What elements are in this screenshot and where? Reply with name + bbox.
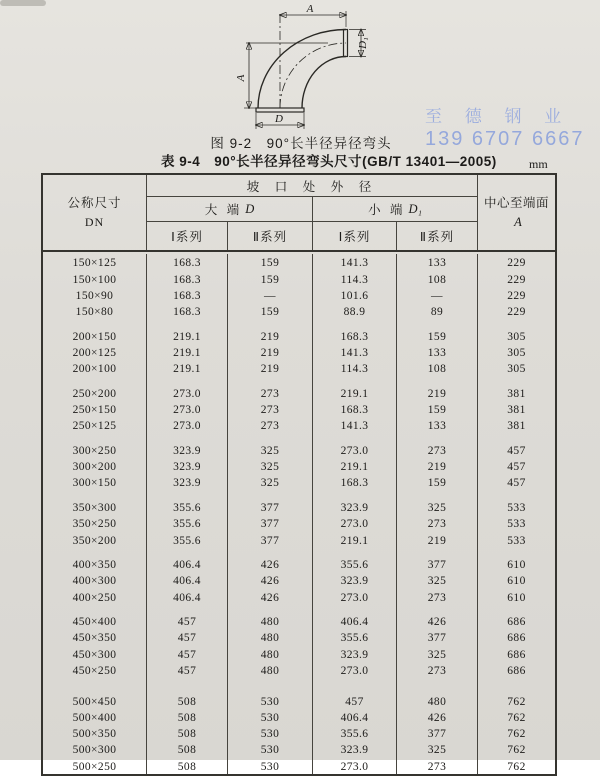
figure-caption: 图 9-2 90°长半径异径弯头 — [210, 136, 392, 151]
header-dn-line1: 公称尺寸 — [67, 196, 122, 211]
row-dn-cell: 400×350 — [43, 548, 147, 573]
row-value-cell: 141.3 — [313, 417, 397, 433]
row-value-cell: 273.0 — [313, 515, 397, 531]
row-dn-cell: 300×150 — [43, 474, 147, 490]
scan-artifact-smudge — [0, 0, 46, 6]
row-value-cell: 762 — [507, 744, 526, 757]
row-value-cell: 457 — [147, 605, 228, 630]
row-value-cell: 273.0 — [313, 433, 397, 458]
header-big-end-cn: 大 端 — [204, 203, 243, 217]
row-value-cell: 406.4 — [313, 605, 397, 630]
row-value-cell: 323.9 — [313, 741, 397, 757]
table-title: 表 9-4 90°长半径异径弯头尺寸(GB/T 13401—2005) — [161, 154, 497, 169]
row-value-cell: 355.6 — [313, 725, 397, 741]
row-value-cell: 273.0 — [147, 401, 228, 417]
elbow-outer-wall — [258, 30, 346, 109]
row-value-cell: 762 — [507, 760, 526, 773]
row-dn-cell: 200×125 — [43, 344, 147, 360]
row-dn-cell: 500×250 — [43, 757, 147, 773]
row-value-cell: 159 — [228, 254, 313, 270]
row-value-cell: 686 — [507, 632, 526, 645]
row-value-cell: 141.3 — [313, 254, 397, 270]
row-value-cell: 457 — [507, 444, 526, 457]
row-value-cell: 530 — [228, 678, 313, 709]
row-dn-cell: 200×150 — [43, 319, 147, 344]
header-center-to-end-cn: 中心至端面 — [483, 196, 549, 211]
dim-label-d1: D₁ — [357, 37, 369, 49]
row-value-cell: 229 — [507, 257, 526, 270]
row-value-cell: 355.6 — [313, 629, 397, 645]
row-value-cell: 219 — [228, 360, 313, 376]
row-value-cell: 686 — [507, 616, 526, 629]
row-value-cell: 457 — [313, 678, 397, 709]
row-value-cell: 273.0 — [147, 376, 228, 401]
row-value-cell: 355.6 — [147, 531, 228, 547]
row-value-cell: 377 — [397, 629, 478, 645]
row-dn-cell: 450×400 — [43, 605, 147, 630]
header-small-end-cn: 小 端 — [368, 203, 406, 217]
row-value-cell: 381 — [507, 404, 526, 417]
row-value-cell: 219 — [228, 344, 313, 360]
header-series1-big: Ⅰ系列 — [147, 222, 228, 250]
row-value-cell: 219.1 — [147, 360, 228, 376]
row-value-cell: 219.1 — [147, 319, 228, 344]
row-dn-cell: 350×200 — [43, 531, 147, 547]
row-value-cell: 273 — [228, 417, 313, 433]
row-value-cell: 480 — [228, 605, 313, 630]
row-value-cell: 273.0 — [313, 662, 397, 678]
row-value-cell: 168.3 — [147, 303, 228, 319]
row-value-cell: 426 — [228, 548, 313, 573]
watermark-phone: 139 6707 6667 — [425, 128, 585, 151]
table-header — [43, 175, 555, 252]
row-value-cell: 229 — [507, 273, 526, 286]
row-value-cell: 377 — [397, 725, 478, 741]
row-dn-cell: 300×250 — [43, 433, 147, 458]
row-value-cell: 508 — [147, 709, 228, 725]
elbow-large-end-flange — [256, 108, 304, 112]
row-dn-cell: 500×300 — [43, 741, 147, 757]
row-value-cell: 323.9 — [147, 458, 228, 474]
row-value-cell: 133 — [397, 344, 478, 360]
row-value-cell: 530 — [228, 709, 313, 725]
row-value-cell: 377 — [228, 531, 313, 547]
row-value-cell: 273.0 — [313, 757, 397, 773]
row-value-cell: 377 — [228, 515, 313, 531]
header-outside-diameter: 坡 口 处 外 径 — [147, 175, 478, 197]
row-value-cell: 533 — [507, 501, 526, 514]
row-value-cell: 88.9 — [313, 303, 397, 319]
row-value-cell: 325 — [397, 490, 478, 515]
row-value-cell: 457 — [147, 662, 228, 678]
row-value-cell: 381 — [507, 420, 526, 433]
row-value-cell: 530 — [228, 725, 313, 741]
row-value-cell: 457 — [507, 477, 526, 490]
row-dn-cell: 350×300 — [43, 490, 147, 515]
row-value-cell: 377 — [228, 490, 313, 515]
row-dn-cell: 400×300 — [43, 572, 147, 588]
elbow-centerline-arc — [280, 43, 346, 108]
row-value-cell: 159 — [228, 270, 313, 286]
row-value-cell: 530 — [228, 757, 313, 773]
row-value-cell: 426 — [397, 605, 478, 630]
row-value-cell: 168.3 — [147, 254, 228, 270]
row-value-cell: 273 — [397, 757, 478, 773]
row-value-cell: 530 — [228, 741, 313, 757]
row-value-cell: 325 — [397, 741, 478, 757]
row-value-cell: 686 — [507, 665, 526, 678]
dim-label-a-left: A — [235, 74, 247, 82]
row-value-cell: 406.4 — [147, 572, 228, 588]
row-value-cell: 762 — [507, 695, 526, 708]
row-value-cell: 480 — [228, 629, 313, 645]
row-value-cell: 323.9 — [313, 490, 397, 515]
header-small-end — [313, 197, 478, 222]
row-value-cell: 325 — [397, 645, 478, 661]
dim-label-d: D — [275, 113, 283, 125]
row-value-cell: 426 — [228, 588, 313, 604]
row-value-cell: 219.1 — [313, 458, 397, 474]
row-value-cell: 325 — [397, 572, 478, 588]
table-body — [43, 252, 555, 774]
row-value-cell: 406.4 — [147, 548, 228, 573]
row-value-cell: 406.4 — [313, 709, 397, 725]
row-value-cell: 168.3 — [313, 401, 397, 417]
elbow-figure — [213, 2, 408, 134]
row-dn-cell: 500×350 — [43, 725, 147, 741]
header-center-to-end — [478, 175, 555, 250]
row-value-cell: 508 — [147, 725, 228, 741]
row-value-cell: 101.6 — [313, 287, 397, 303]
row-value-cell: 219 — [228, 319, 313, 344]
row-value-cell: 108 — [397, 360, 478, 376]
row-dn-cell: 500×450 — [43, 678, 147, 709]
row-value-cell: 168.3 — [313, 319, 397, 344]
row-dn-cell: 350×250 — [43, 515, 147, 531]
row-dn-cell: 450×250 — [43, 662, 147, 678]
row-dn-cell: 150×125 — [43, 254, 147, 270]
header-dn-line2: DN — [84, 214, 105, 229]
row-value-cell: 762 — [507, 711, 526, 724]
row-value-cell: 273 — [397, 433, 478, 458]
header-small-end-symbol: D₁ — [408, 201, 422, 216]
row-value-cell: 325 — [228, 458, 313, 474]
row-dn-cell: 300×200 — [43, 458, 147, 474]
row-value-cell: 141.3 — [313, 344, 397, 360]
row-value-cell: 381 — [507, 387, 526, 400]
row-value-cell: 457 — [147, 645, 228, 661]
header-series2-big: Ⅱ系列 — [228, 222, 313, 250]
row-dn-cell: 450×350 — [43, 629, 147, 645]
row-dn-cell: 400×250 — [43, 588, 147, 604]
row-value-cell: 273.0 — [313, 588, 397, 604]
row-value-cell: 508 — [147, 678, 228, 709]
row-dn-cell: 250×150 — [43, 401, 147, 417]
row-value-cell: 159 — [228, 303, 313, 319]
row-value-cell: 323.9 — [147, 474, 228, 490]
row-value-cell: 480 — [397, 678, 478, 709]
row-value-cell: 377 — [397, 548, 478, 573]
row-dn-cell: 250×200 — [43, 376, 147, 401]
header-series2-small: Ⅱ系列 — [397, 222, 478, 250]
row-value-cell: 133 — [397, 417, 478, 433]
row-value-cell: 508 — [147, 757, 228, 773]
row-value-cell: 114.3 — [313, 360, 397, 376]
row-value-cell: 108 — [397, 270, 478, 286]
row-dn-cell: 500×400 — [43, 709, 147, 725]
row-value-cell: 426 — [397, 709, 478, 725]
row-value-cell: 168.3 — [147, 270, 228, 286]
row-dn-cell: 200×100 — [43, 360, 147, 376]
header-big-end — [147, 197, 313, 222]
row-value-cell: 273 — [397, 515, 478, 531]
row-value-cell: 114.3 — [313, 270, 397, 286]
row-value-cell: 325 — [228, 474, 313, 490]
unit-label: mm — [529, 157, 548, 171]
row-value-cell: 273 — [228, 401, 313, 417]
elbow-inner-wall — [302, 57, 346, 109]
header-dn — [43, 175, 147, 250]
watermark-company: 至 德 钢 业 — [425, 107, 571, 126]
row-value-cell: 305 — [507, 363, 526, 376]
row-value-cell: 406.4 — [147, 588, 228, 604]
dim-label-a-top: A — [306, 3, 314, 15]
row-value-cell: 610 — [507, 575, 526, 588]
row-value-cell: 533 — [507, 518, 526, 531]
row-dn-cell: 250×125 — [43, 417, 147, 433]
row-value-cell: 325 — [228, 433, 313, 458]
row-value-cell: 457 — [507, 461, 526, 474]
row-value-cell: 168.3 — [147, 287, 228, 303]
watermark — [425, 106, 585, 152]
row-value-cell: 323.9 — [313, 645, 397, 661]
header-center-to-end-symbol: A — [514, 214, 522, 229]
row-value-cell: 219 — [397, 531, 478, 547]
row-value-cell: 229 — [507, 306, 526, 319]
row-value-cell: 159 — [397, 474, 478, 490]
row-value-cell: — — [397, 287, 478, 303]
row-value-cell: 762 — [507, 728, 526, 741]
row-value-cell: 323.9 — [147, 433, 228, 458]
row-value-cell: 219 — [397, 376, 478, 401]
row-value-cell: 355.6 — [147, 490, 228, 515]
header-big-end-symbol: D — [245, 201, 255, 216]
row-value-cell: 480 — [228, 645, 313, 661]
dimension-table — [41, 173, 557, 776]
row-dn-cell: 450×300 — [43, 645, 147, 661]
row-value-cell: 305 — [507, 346, 526, 359]
row-value-cell: 480 — [228, 662, 313, 678]
row-dn-cell: 150×90 — [43, 287, 147, 303]
row-value-cell: — — [228, 287, 313, 303]
row-value-cell: 305 — [507, 330, 526, 343]
row-value-cell: 219.1 — [313, 376, 397, 401]
row-value-cell: 508 — [147, 741, 228, 757]
row-value-cell: 159 — [397, 319, 478, 344]
row-value-cell: 229 — [507, 289, 526, 302]
row-value-cell: 89 — [397, 303, 478, 319]
row-value-cell: 219.1 — [147, 344, 228, 360]
row-value-cell: 273 — [397, 588, 478, 604]
row-value-cell: 159 — [397, 401, 478, 417]
row-value-cell: 355.6 — [147, 515, 228, 531]
header-series1-small: Ⅰ系列 — [313, 222, 397, 250]
row-value-cell: 219.1 — [313, 531, 397, 547]
row-dn-cell: 150×100 — [43, 270, 147, 286]
row-value-cell: 610 — [507, 591, 526, 604]
row-value-cell: 457 — [147, 629, 228, 645]
row-value-cell: 133 — [397, 254, 478, 270]
row-value-cell: 610 — [507, 559, 526, 572]
row-value-cell: 168.3 — [313, 474, 397, 490]
row-value-cell: 533 — [507, 534, 526, 547]
row-value-cell: 273 — [228, 376, 313, 401]
row-value-cell: 426 — [228, 572, 313, 588]
elbow-drawing — [213, 2, 408, 134]
row-value-cell: 219 — [397, 458, 478, 474]
row-value-cell: 323.9 — [313, 572, 397, 588]
row-value-cell: 686 — [507, 648, 526, 661]
row-dn-cell: 150×80 — [43, 303, 147, 319]
row-value-cell: 273 — [397, 662, 478, 678]
row-value-cell: 355.6 — [313, 548, 397, 573]
row-value-cell: 273.0 — [147, 417, 228, 433]
